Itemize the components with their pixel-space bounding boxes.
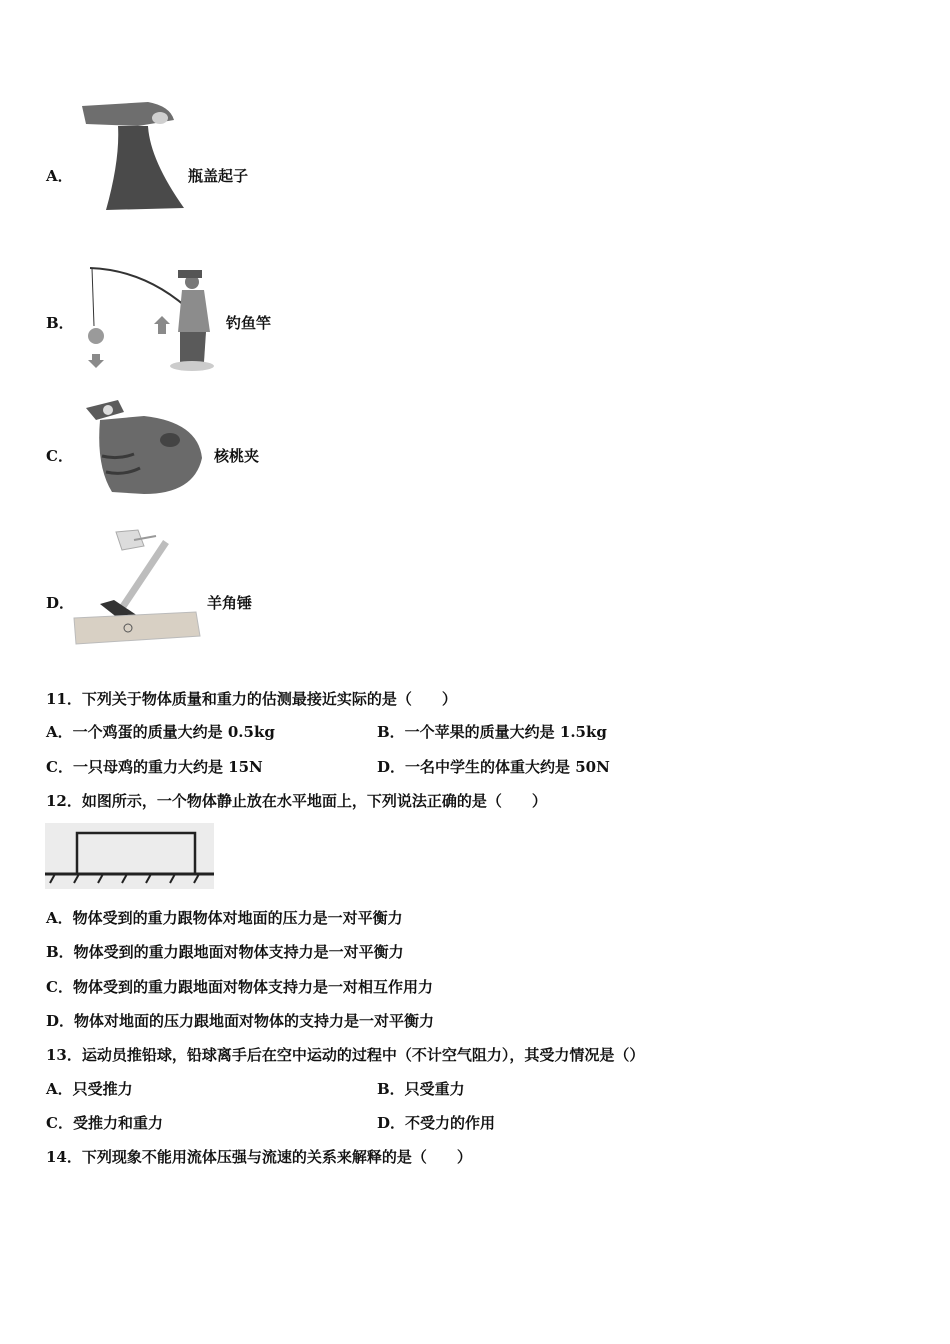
question-14-stem: 14．下列现象不能用流体压强与流速的关系来解释的是（ ） [46,1148,472,1166]
q12-option-b: B．物体受到的重力跟地面对物体支持力是一对平衡力 [46,943,404,961]
bottle-opener-figure [78,100,186,214]
q11-option-b: B．一个苹果的质量大约是 1.5kg [377,723,607,741]
option-letter: B． [46,314,74,332]
q13-option-d: D．不受力的作用 [377,1114,496,1132]
option-letter: A． [46,167,73,185]
tool-label: 核桃夹 [214,447,260,465]
question-13-stem: 13．运动员推铅球，铅球离手后在空中运动的过程中（不计空气阻力），其受力情况是（） [46,1046,645,1064]
q13-option-b: B．只受重力 [377,1080,465,1098]
fishing-rod-figure [78,262,220,376]
nutcracker-figure [78,396,208,498]
q11-option-c: C．一只母鸡的重力大约是 15N [46,758,263,776]
question-11-stem: 11．下列关于物体质量和重力的估测最接近实际的是（ ） [46,690,457,708]
q11-option-d: D．一名中学生的体重大约是 50N [377,758,610,776]
q11-option-a: A．一个鸡蛋的质量大约是 0.5kg [46,723,275,741]
tool-label: 羊角锤 [207,594,253,612]
question-12-stem: 12．如图所示，一个物体静止放在水平地面上，下列说法正确的是（ ） [46,792,547,810]
q12-option-c: C．物体受到的重力跟地面对物体支持力是一对相互作用力 [46,978,433,996]
option-letter: D． [46,594,75,612]
tool-label: 瓶盖起子 [188,167,249,185]
object-on-ground-figure [45,823,214,889]
q13-option-c: C．受推力和重力 [46,1114,163,1132]
q12-option-d: D．物体对地面的压力跟地面对物体的支持力是一对平衡力 [46,1012,435,1030]
q13-option-a: A．只受推力 [46,1080,133,1098]
q12-option-a: A．物体受到的重力跟物体对地面的压力是一对平衡力 [46,909,403,927]
claw-hammer-figure [72,528,206,646]
option-letter: C． [46,447,73,465]
tool-label: 钓鱼竿 [226,314,272,332]
